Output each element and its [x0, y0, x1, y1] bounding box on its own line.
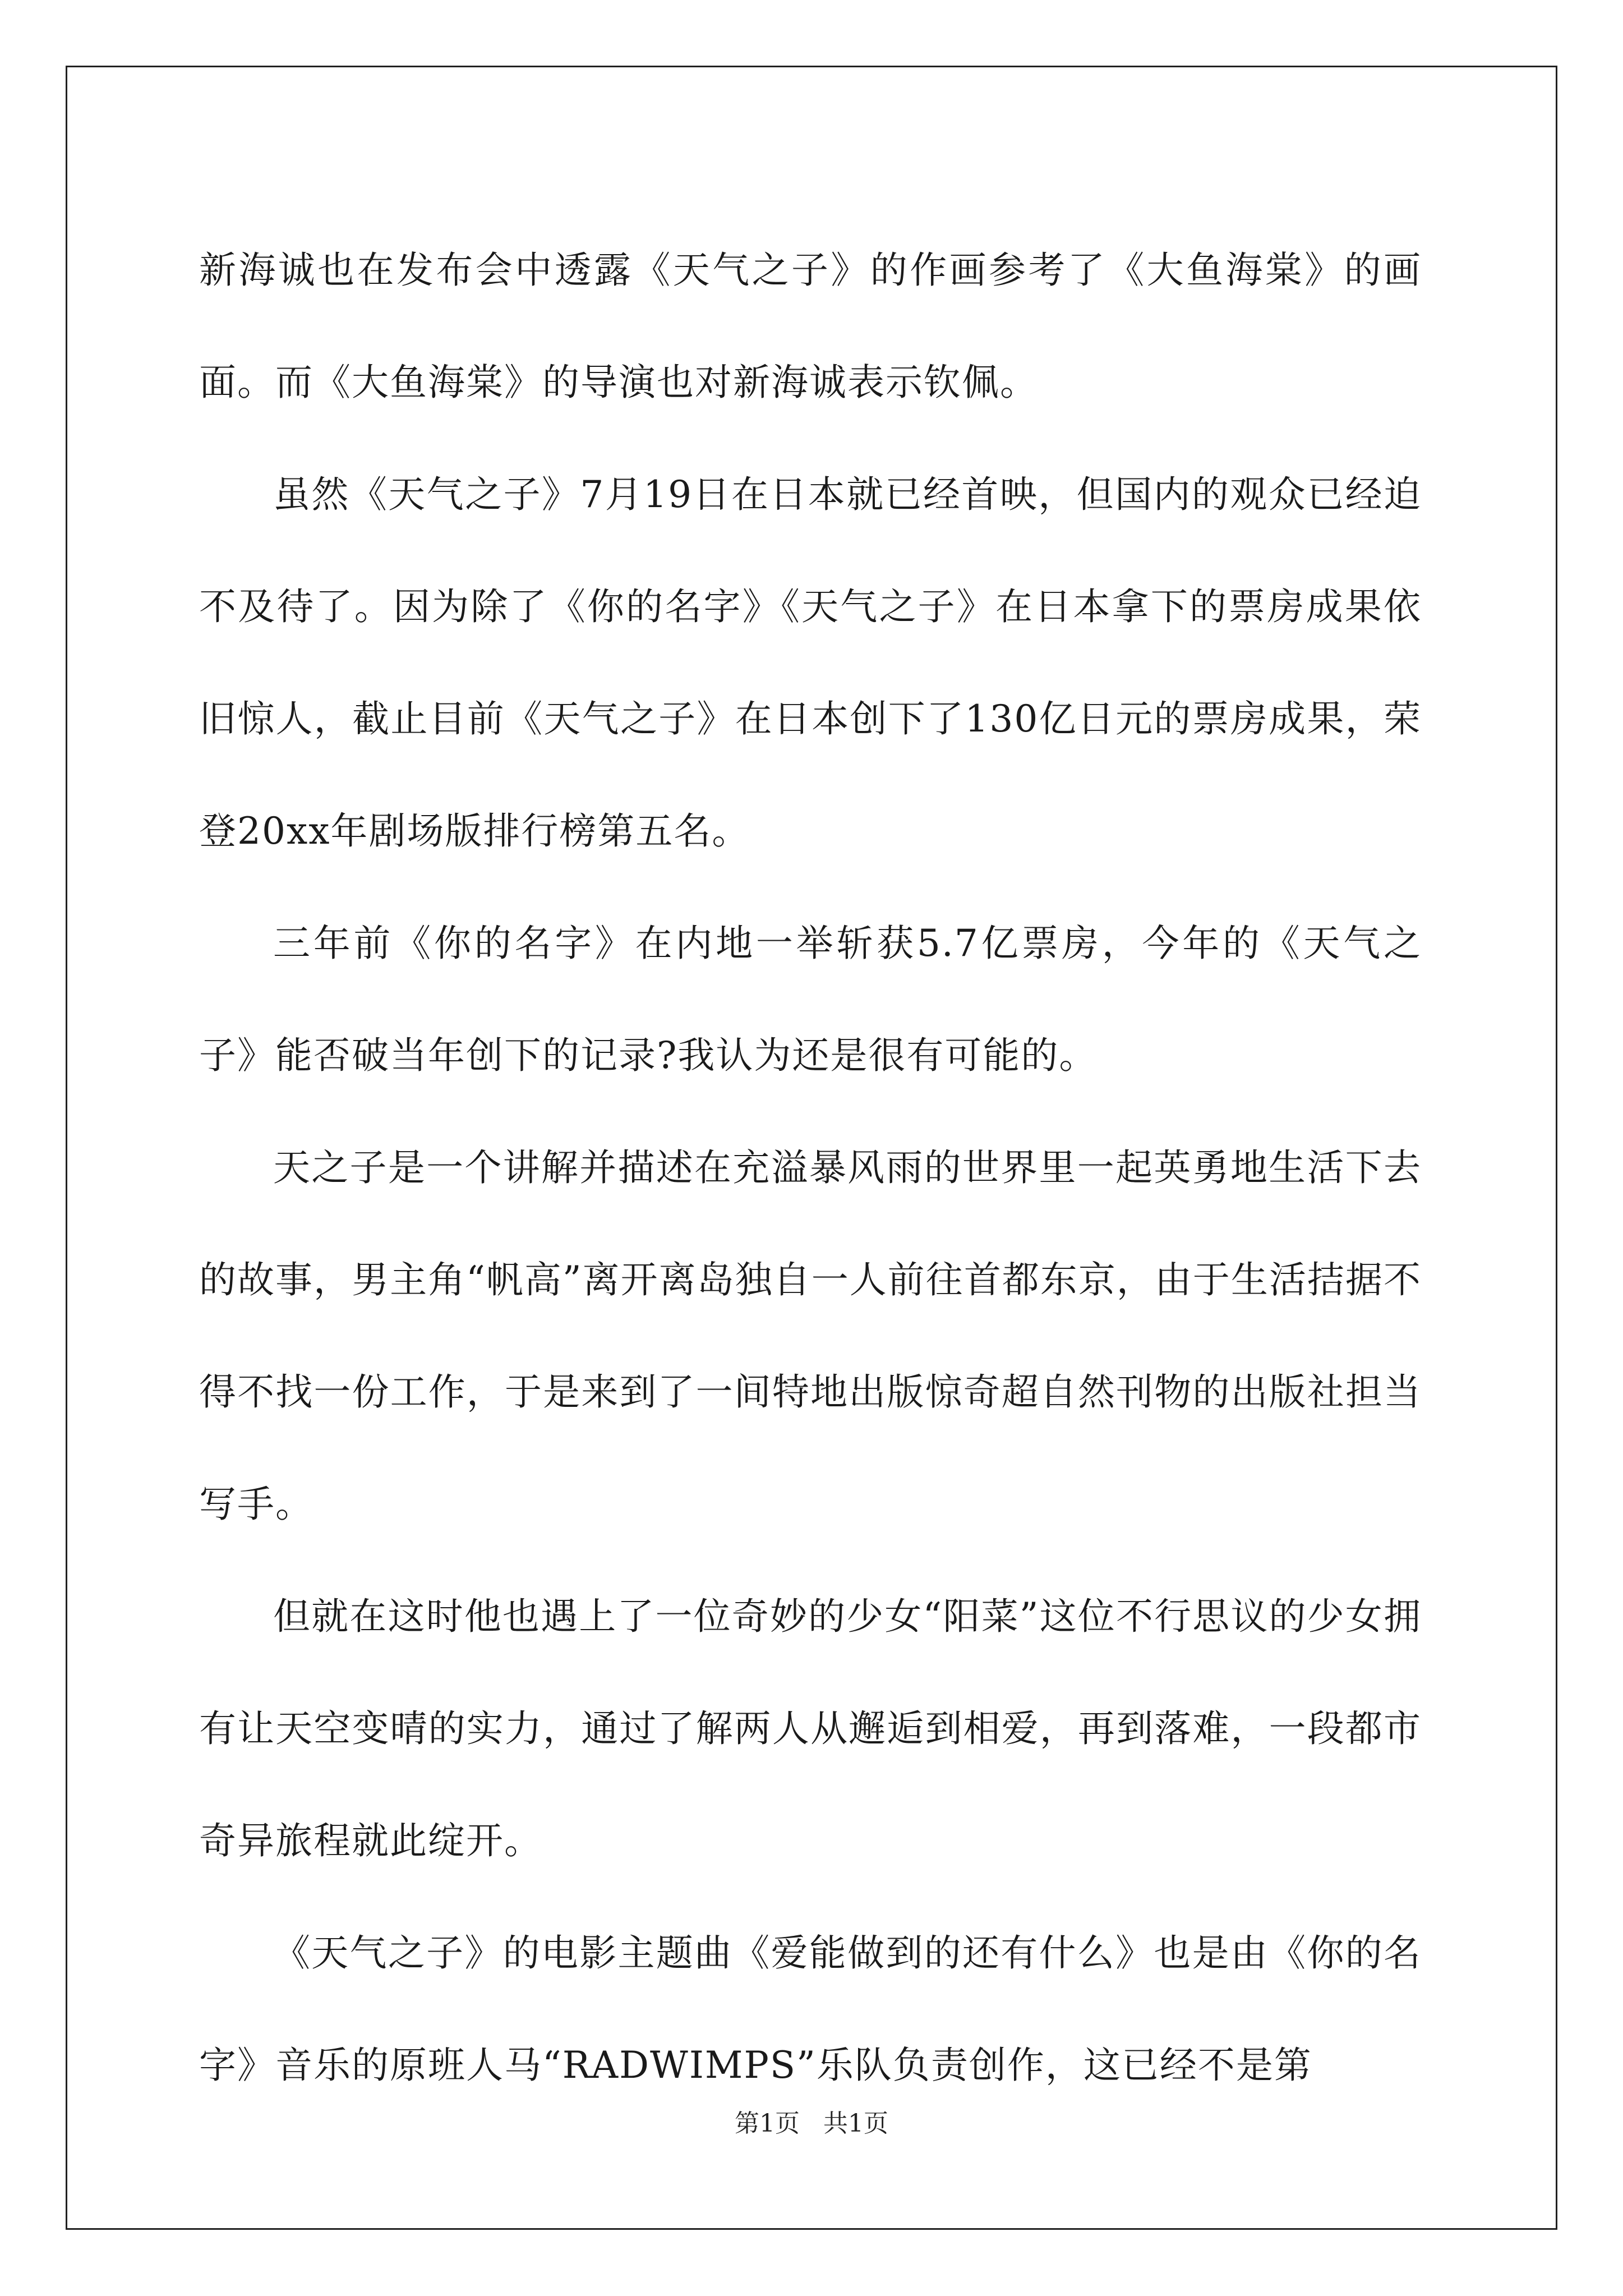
- page-total: 共1页: [823, 2109, 888, 2138]
- paragraph-6: 《天气之子》的电影主题曲《爱能做到的还有什么》也是由《你的名字》音乐的原班人马“RADWIMPS”乐队负责创作，这已经不是第: [199, 1931, 1422, 2087]
- paragraph-2: 虽然《天气之子》7月19日在日本就已经首映，但国内的观众已经迫不及待了。因为除了《你的名字》《天气之子》在日本拿下的票房成果依旧惊人，截止目前《天气之子》在日本创下了130亿日元的票房成果，荣登20xx年剧场版排行榜第五名。: [199, 473, 1422, 853]
- paragraph-3: 三年前《你的名字》在内地一举斩获5.7亿票房，今年的《天气之子》能否破当年创下的记录?我认为还是很有可能的。: [199, 922, 1422, 1077]
- paragraph-1: 新海诚也在发布会中透露《天气之子》的作画参考了《大鱼海棠》的画面。而《大鱼海棠》的导演也对新海诚表示钦佩。: [199, 249, 1422, 404]
- page-footer: [0, 2107, 1623, 2141]
- document-body: [199, 214, 1422, 2122]
- paragraph-5: 但就在这时他也遇上了一位奇妙的少女“阳菜”这位不行思议的少女拥有让天空变晴的实力，通过了解两人从邂逅到相爱，再到落难，一段都市奇异旅程就此绽开。: [199, 1595, 1422, 1862]
- page-number: 第1页: [735, 2109, 800, 2138]
- paragraph-4: 天之子是一个讲解并描述在充溢暴风雨的世界里一起英勇地生活下去的故事，男主角“帆高”离开离岛独自一人前往首都东京，由于生活拮据不得不找一份工作，于是来到了一间特地出版惊奇超自然刊物的出版社担当写手。: [199, 1146, 1422, 1526]
